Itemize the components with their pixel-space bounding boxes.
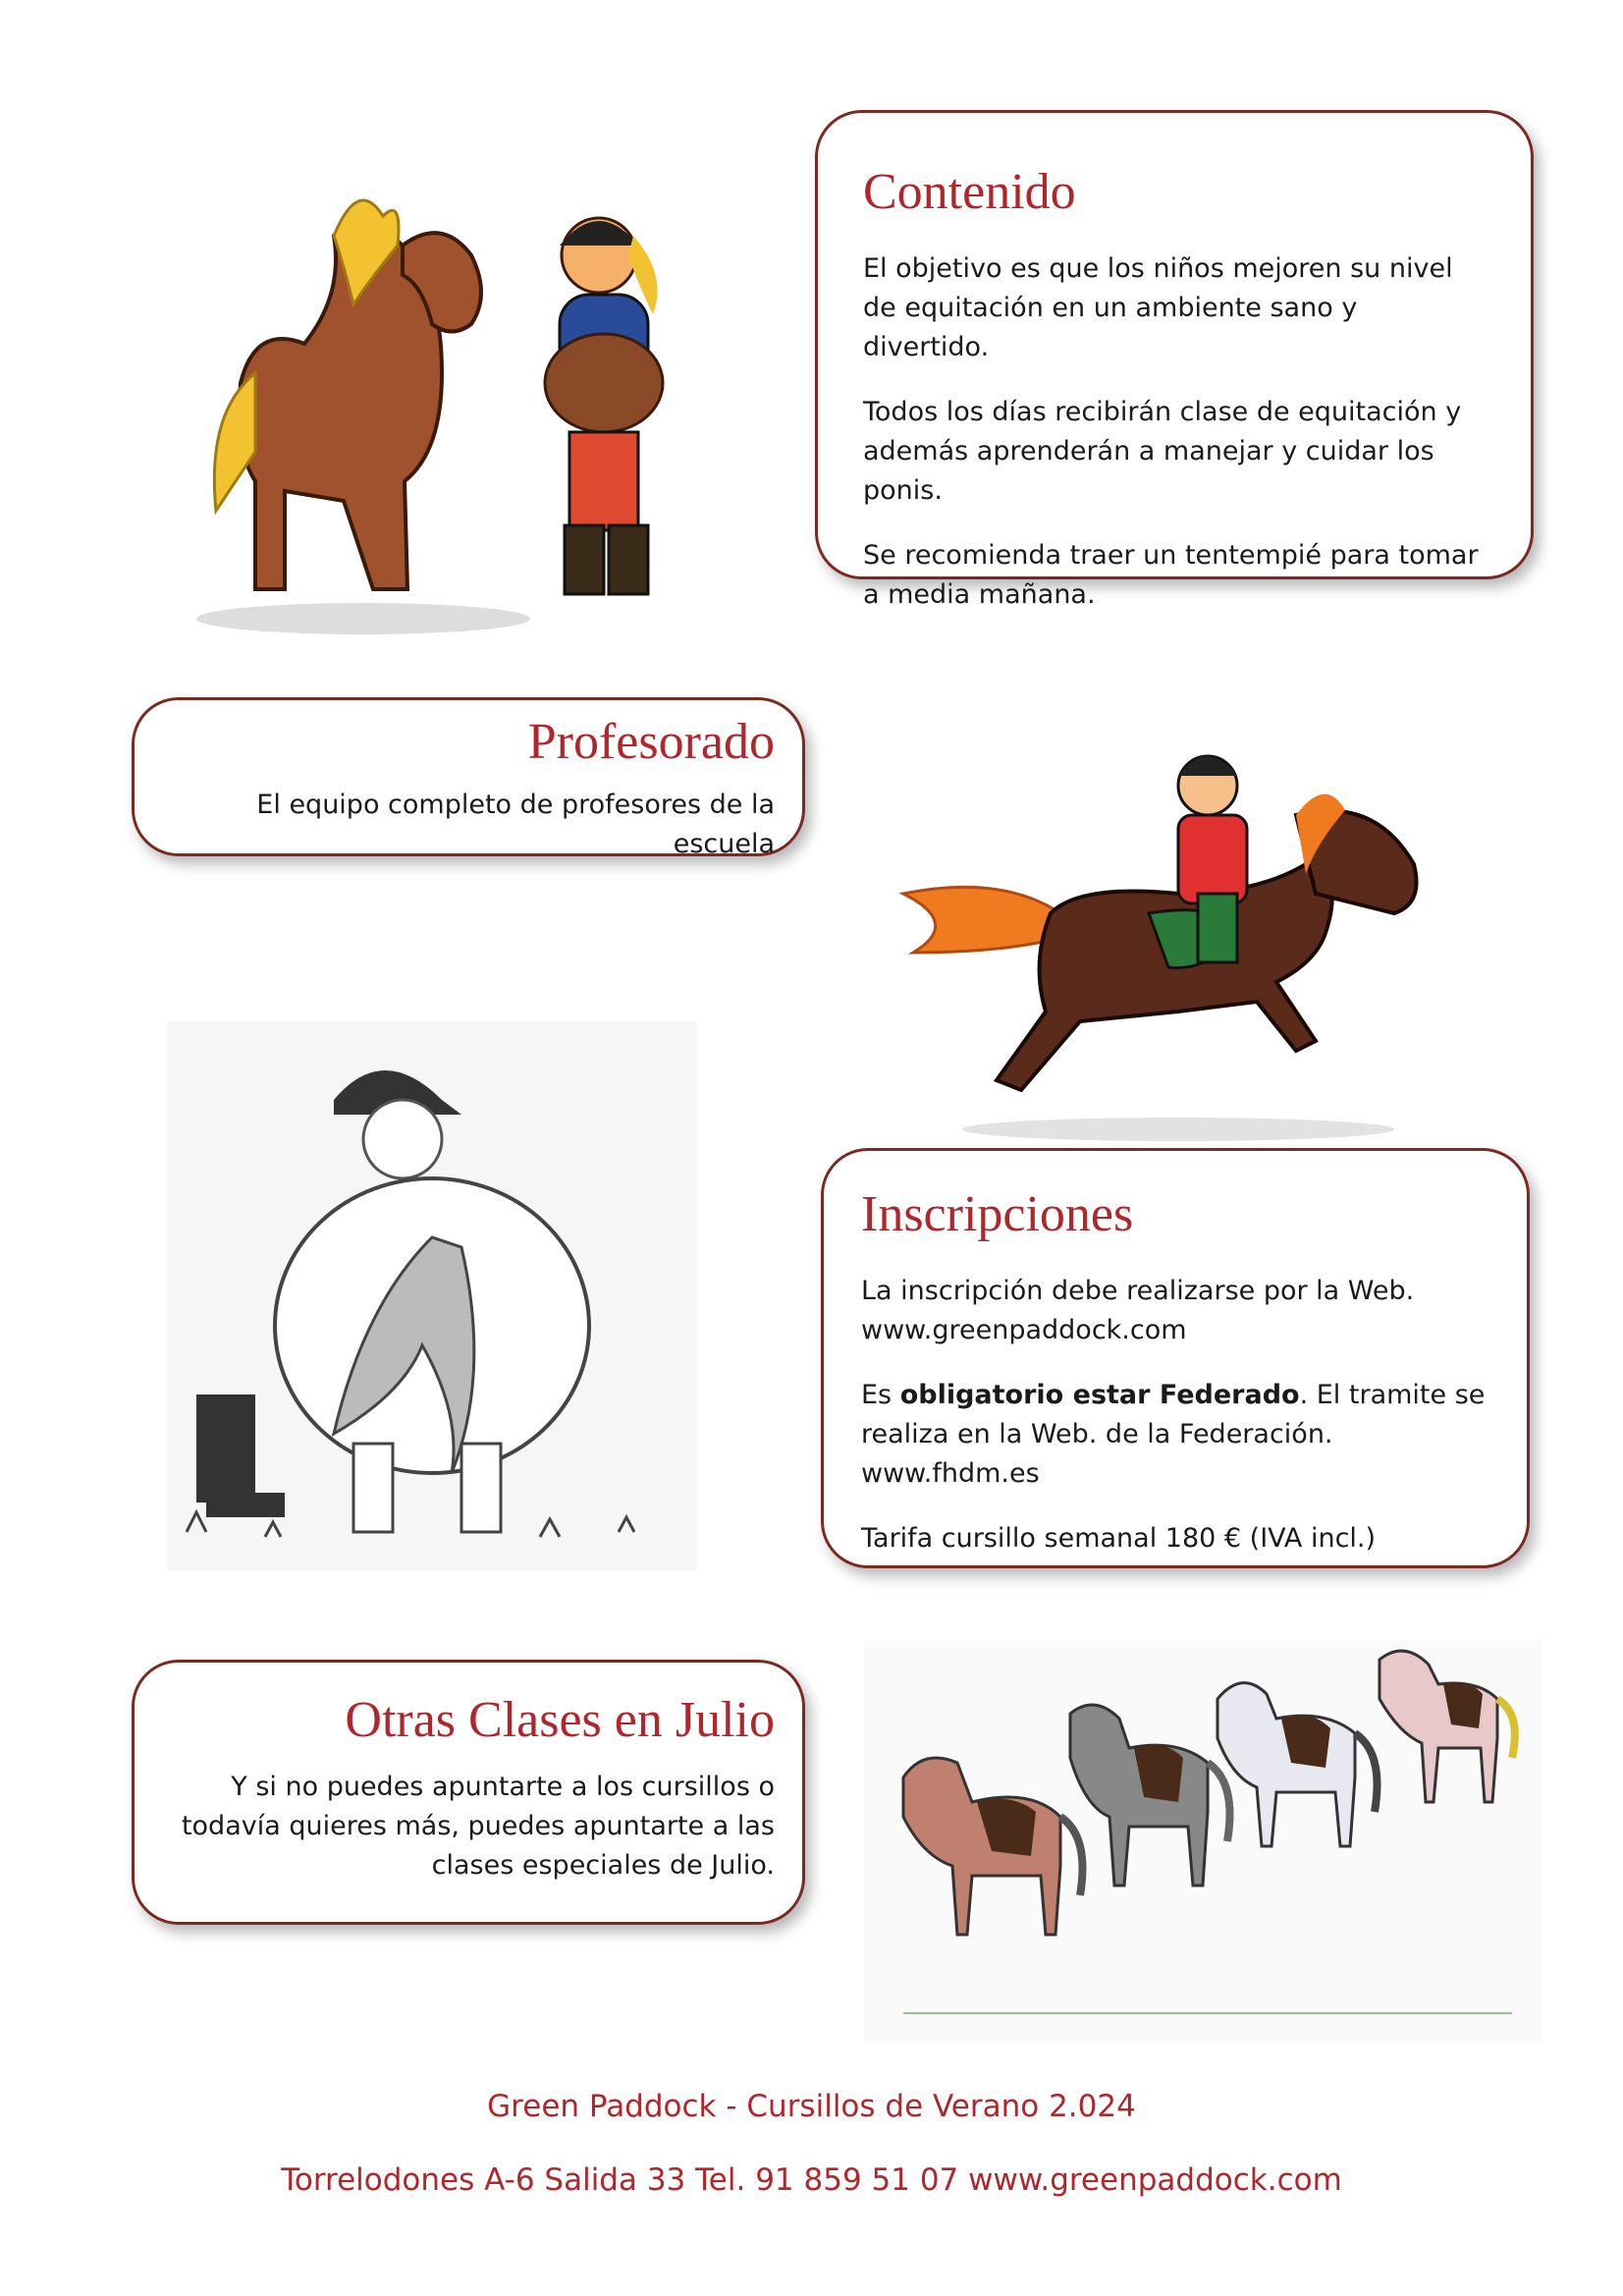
inscripciones-tarifa: Tarifa cursillo semanal 180 € (IVA incl.) — [861, 1523, 1377, 1555]
otras-clases-title: Otras Clases en Julio — [345, 1692, 775, 1748]
profesorado-text: El equipo completo de profesores de la escuela — [256, 790, 775, 860]
horse-and-child-illustration — [147, 157, 736, 648]
inscripciones-title: Inscripciones — [861, 1186, 1134, 1242]
inscripciones-paragraph-1 — [861, 1272, 1497, 1350]
contenido-paragraph-1: El objetivo es que los niños mejoren su nivel de equitación en un ambiente sano y divertido. — [863, 253, 1453, 363]
inscripciones-box — [821, 1148, 1530, 1568]
galloping-pony-rider-illustration — [884, 717, 1473, 1149]
federado-post: . El tramite se realiza en la Web. de la Federación. www.fhdm.es — [861, 1380, 1486, 1490]
federado-pre: Es — [861, 1380, 900, 1411]
inscripciones-paragraph-2 — [861, 1376, 1497, 1494]
inscripciones-web-text: La inscripción debe realizarse por la Web. — [861, 1276, 1415, 1307]
contenido-title: Contenido — [863, 164, 1076, 220]
contenido-paragraph-2: Todos los días recibirán clase de equitación y además aprenderán a manejar y cuidar los ponis. — [863, 397, 1462, 507]
federado-bold: obligatorio estar Federado — [899, 1380, 1300, 1411]
profesorado-title: Profesorado — [527, 714, 775, 770]
contenido-box — [815, 110, 1534, 611]
otras-clases-box — [132, 1660, 805, 1925]
profesorado-box — [132, 697, 805, 860]
child-and-pony-sketch-illustration — [167, 1021, 697, 1571]
otras-clases-text: Y si no puedes apuntarte a los cursillos o todavía quieres más, puedes apuntarte a las clases especiales de Julio. — [181, 1772, 775, 1882]
greenpaddock-link[interactable]: www.greenpaddock.com — [861, 1315, 1187, 1346]
contenido-paragraph-3: Se recomienda traer un tentempié para tomar a media mañana. — [863, 540, 1479, 611]
footer-title: Green Paddock - Cursillos de Verano 2.024 — [487, 2089, 1136, 2124]
footer-contact: Torrelodones A-6 Salida 33 Tel. 91 859 51 07 www.greenpaddock.com — [281, 2162, 1342, 2198]
four-horses-illustration — [864, 1640, 1542, 2043]
